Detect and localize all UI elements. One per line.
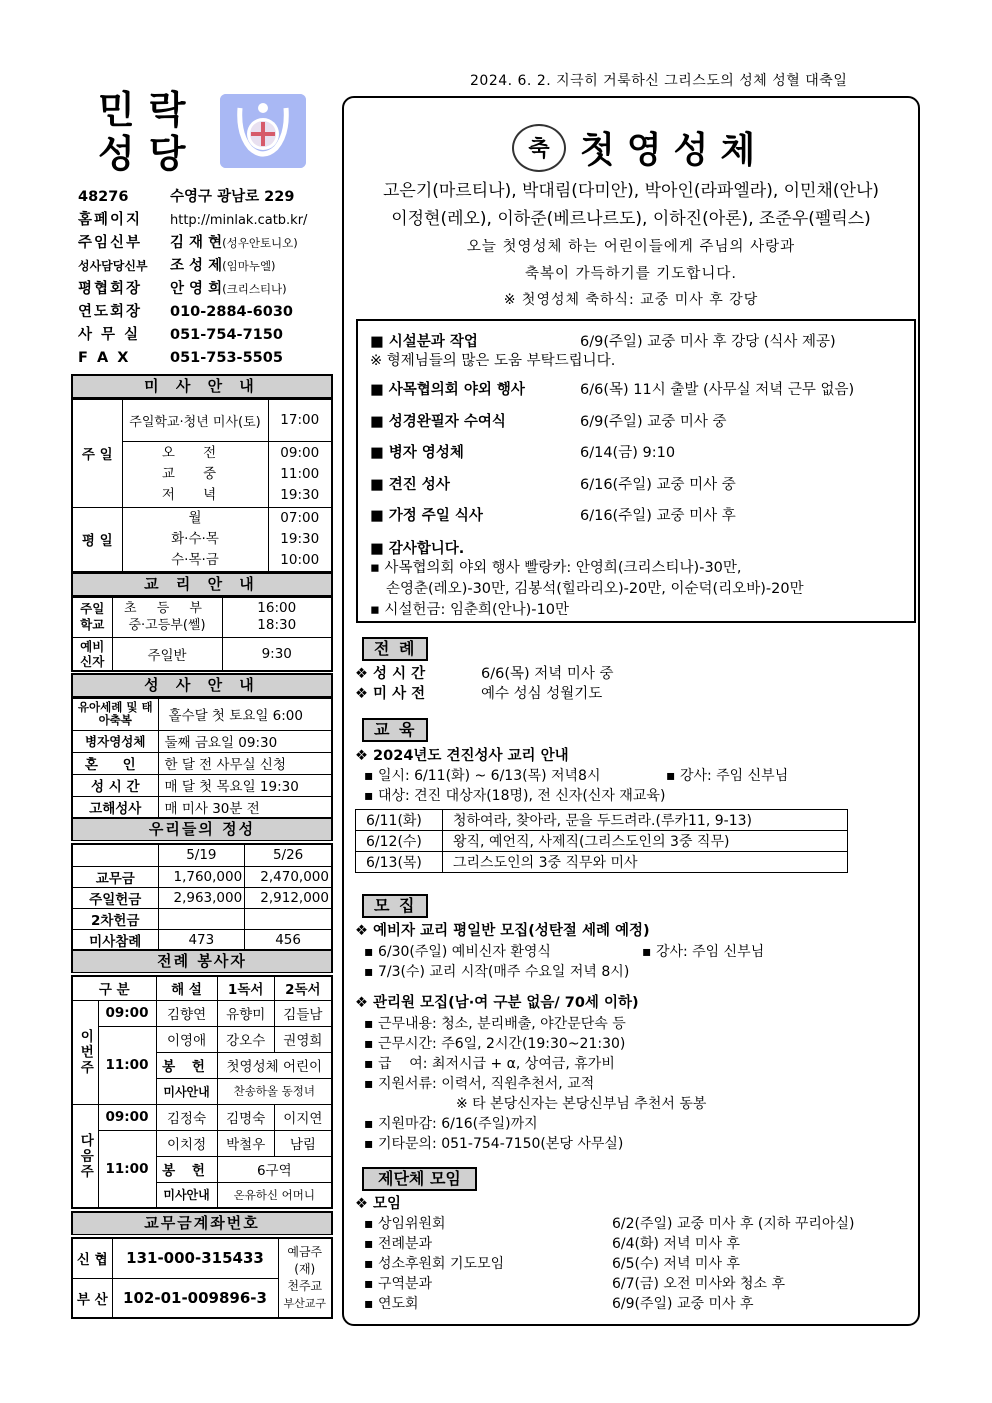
vol-name: 김들남 — [274, 1000, 332, 1026]
vol-name: 남림 — [274, 1130, 332, 1156]
info-key-council: 평협회장 — [78, 281, 143, 297]
account-number[interactable]: 102-01-009896-3 — [112, 1278, 278, 1318]
notice-value: 6/6(목) 11시 출발 (사무실 저녁 근무 없음) — [580, 382, 855, 399]
notice-sub: ※ 형제님들의 많은 도움 부탁드립니다. — [370, 353, 616, 369]
offering-label: 교무금 — [72, 866, 158, 887]
sacrament-value: 매 달 첫 목요일 19:30 — [158, 774, 332, 796]
group-section — [362, 1167, 477, 1191]
address: 수영구 광남로 229 — [170, 189, 295, 205]
group-time: 6/9(주일) 교중 미사 후 — [612, 1296, 754, 1312]
list-item — [364, 1274, 916, 1294]
recruit-section — [362, 894, 428, 918]
notice-heading: ■ 시설분과 작업 — [370, 333, 478, 350]
weekday-label: 평 일 — [72, 507, 122, 572]
liturgy-value: 6/6(목) 저녁 미사 중 — [481, 666, 614, 682]
offering-value: 473 — [158, 929, 245, 951]
list-item — [364, 1254, 916, 1274]
education-target: ▪ 대상: 견진 대상자(18명), 전 신자(신자 재교육) — [364, 788, 666, 804]
notice-box — [356, 319, 916, 623]
notice-heading: ■ 사목협의회 야외 행사 — [370, 382, 525, 399]
recruit-tag: 모 집 — [362, 894, 428, 918]
priest2-name: 조 성 제 — [170, 258, 223, 274]
elementary: 초 등 부 — [124, 601, 210, 617]
council-note: (크리스티나) — [222, 282, 287, 296]
title-text: 첫영성체 — [580, 129, 768, 171]
offering-value: 456 — [245, 929, 332, 951]
info-key-sacrament-priest: 성사담당신부 — [78, 259, 148, 273]
fax-number: 051-753-5505 — [170, 350, 283, 366]
catechism-header: 교 리 안 내 — [71, 572, 333, 596]
notice-heading: ■ 가정 주일 식사 — [370, 508, 483, 525]
notice-value: 6/16(주일) 교중 미사 중 — [580, 476, 736, 493]
volunteer-table — [71, 975, 333, 1209]
offering-value — [245, 908, 332, 929]
bank-name: 신 협 — [72, 1238, 112, 1278]
liturgy-tag: 전 례 — [362, 637, 428, 661]
mass-row: 저 녁 — [161, 486, 229, 503]
vol-guide-label: 미사안내 — [156, 1078, 217, 1104]
edu-date: 6/11(화) — [356, 810, 443, 831]
mass-row: 교 중 — [161, 465, 229, 482]
vol-time: 09:00 — [98, 1000, 156, 1026]
recruit-line: ▪ 7/3(수) 교리 시작(매주 수요일 저녁 8시) — [364, 964, 630, 980]
sacrament-header: 성 사 안 내 — [71, 673, 333, 697]
offering-header: 우리들의 정성 — [71, 817, 333, 841]
mass-row: 주일학교·청년 미사(토) — [122, 399, 268, 441]
staff-note: ※ 타 본당신자는 본당신부님 추천서 동봉 — [456, 1096, 707, 1112]
group-name: ▪ 상임위원회 — [364, 1216, 446, 1232]
holder: 예금주 — [287, 1245, 323, 1259]
offering-label: 미사참례 — [72, 929, 158, 951]
middle-high-time: 18:30 — [257, 617, 297, 634]
holder: 부산교구 — [283, 1297, 326, 1310]
school-label: 주일 — [80, 601, 105, 617]
mass-time: 10:00 — [280, 551, 320, 568]
vol-offertory-label: 봉 헌 — [156, 1156, 217, 1182]
pastor-note: (성우안토니오) — [222, 236, 298, 250]
mass-row: 월 — [188, 509, 202, 526]
education-lecturer: ▪ 강사: 주임 신부님 — [666, 768, 789, 784]
school-label2: 학교 — [80, 617, 105, 633]
offering-col: 5/26 — [245, 844, 332, 866]
liturgy-heading: ❖ 성 시 간 — [355, 666, 426, 682]
staff-line: ▪ 지원서류: 이력서, 직원추천서, 교적 — [364, 1076, 595, 1092]
vol-name: 유향미 — [217, 1000, 274, 1026]
mass-row: 오 전 — [161, 444, 229, 461]
liturgy-heading: ❖ 미 사 전 — [355, 686, 426, 702]
mass-row: 수·목·금 — [171, 551, 219, 568]
group-time: 6/2(주일) 교중 미사 후 (지하 꾸리아실) — [612, 1216, 855, 1232]
yeondo-phone: 010-2884-6030 — [170, 304, 294, 320]
offering-value: 1,760,000 — [158, 866, 245, 887]
list-item — [364, 1214, 916, 1234]
offering-table — [71, 843, 333, 952]
notice-value: 6/9(주일) 교중 미사 후 강당 (식사 제공) — [580, 333, 836, 350]
vol-guide: 찬송하올 동정녀 — [217, 1078, 332, 1104]
holder: 천주교 — [287, 1279, 323, 1293]
group-tag: 제단체 모임 — [362, 1167, 477, 1191]
date-line: 2024. 6. 2. 지극히 거룩하신 그리스도의 성체 성혈 대축일 — [470, 73, 848, 89]
account-header: 교무금계좌번호 — [71, 1211, 333, 1235]
church-logo-icon — [220, 94, 306, 168]
mass-guide — [71, 374, 333, 573]
mass-time: 17:00 — [268, 399, 332, 441]
sacrament-value: 매 미사 30분 전 — [158, 796, 332, 818]
elementary-time: 16:00 — [257, 600, 297, 617]
group-name: ▪ 성소후원회 기도모임 — [364, 1256, 505, 1272]
sacrament-value: 둘째 금요일 09:30 — [158, 730, 332, 752]
education-section — [362, 718, 428, 742]
notice-heading: ■ 성경완필자 수여식 — [370, 413, 506, 430]
catechumen-label2: 신자 — [80, 653, 105, 669]
mass-time: 11:00 — [280, 465, 320, 482]
message-line2: 축복이 가득하기를 기도합니다. — [525, 266, 737, 282]
group-time: 6/5(수) 저녁 미사 후 — [612, 1256, 740, 1272]
vol-guide-label: 미사안내 — [156, 1182, 217, 1208]
sacrament-value: 한 달 전 사무실 신청 — [158, 752, 332, 774]
middle-high: 중·고등부(쎌) — [128, 618, 206, 634]
pastor-name: 김 재 현 — [170, 235, 223, 251]
thanks-line: ▪ 사목협의회 야외 행사 빨랑카: 안영희(크리스티나)-30만, — [370, 559, 742, 576]
staff-line: ▪ 지원마감: 6/16(주일)까지 — [364, 1116, 538, 1132]
sacrament-label: 혼 인 — [72, 752, 158, 774]
account-number[interactable]: 131-000-315433 — [112, 1238, 278, 1278]
message-line1: 오늘 첫영성체 하는 어린이들에게 주님의 사랑과 — [466, 239, 796, 255]
vol-offertory-label: 봉 헌 — [156, 1052, 217, 1078]
liturgy-value: 예수 성심 성월기도 — [481, 686, 603, 702]
vol-name: 권영희 — [274, 1026, 332, 1052]
offering-value: 2,470,000 — [245, 866, 332, 887]
sunday-label: 주 일 — [72, 399, 122, 507]
staff-line: ▪ 근무시간: 주6일, 2시간(19:30~21:30) — [364, 1036, 626, 1052]
info-key-pastor: 주임신부 — [78, 235, 143, 251]
celebration-icon: 축 — [512, 124, 566, 172]
group-name: ▪ 구역분과 — [364, 1276, 433, 1292]
group-name: ▪ 연도회 — [364, 1296, 419, 1312]
vol-name: 김명숙 — [217, 1104, 274, 1130]
vol-col: 구 분 — [72, 976, 156, 1000]
vol-offertory: 첫영성체 어린이 — [217, 1052, 332, 1078]
mass-time: 07:00 — [280, 509, 320, 526]
sunday-class: 주일반 — [112, 637, 222, 671]
volunteer-section — [71, 949, 333, 1209]
education-table — [355, 809, 848, 873]
names-line2: 이정현(레오), 이하준(베르나르도), 이하진(아론), 조준우(펠릭스) — [391, 209, 871, 229]
mass-row: 화·수·목 — [171, 530, 219, 547]
staff-line: ▪ 기타문의: 051-754-7150(본당 사무실) — [364, 1136, 624, 1152]
vol-name: 김향연 — [156, 1000, 217, 1026]
mass-time: 19:30 — [280, 530, 320, 547]
thanks-line: ▪ 시설헌금: 임춘희(안나)-10만 — [370, 601, 569, 618]
council-name: 안 영 희 — [170, 281, 223, 297]
group-time: 6/4(화) 저녁 미사 후 — [612, 1236, 740, 1252]
list-item — [364, 1294, 916, 1314]
info-key-fax: F A X — [78, 350, 131, 366]
vol-name: 강오수 — [217, 1026, 274, 1052]
office-phone: 051-754-7150 — [170, 327, 283, 343]
sacrament-table — [71, 697, 333, 819]
vol-name: 박철우 — [217, 1130, 274, 1156]
sacrament-value: 홀수달 첫 토요일 6:00 — [158, 698, 332, 730]
sacrament-label: 병자영성체 — [72, 730, 158, 752]
edu-topic: 청하여라, 찾아라, 문을 두드려라.(루카11, 9-13) — [443, 810, 848, 831]
sacrament-label: 성 시 간 — [72, 774, 158, 796]
edu-date: 6/12(수) — [356, 831, 443, 852]
group-time: 6/7(금) 오전 미사와 청소 후 — [612, 1276, 785, 1292]
edu-topic: 왕직, 예언직, 사제직(그리스도인의 3중 직무) — [443, 831, 848, 852]
group-heading: ❖ 모임 — [355, 1196, 402, 1212]
staff-heading: ❖ 관리원 모집(남·여 구분 없음/ 70세 이하) — [355, 995, 639, 1011]
recruit-lecturer: ▪ 강사: 주임 신부님 — [642, 944, 765, 960]
vol-name: 이지연 — [274, 1104, 332, 1130]
info-key-office: 사 무 실 — [78, 327, 141, 343]
vol-time: 11:00 — [98, 1130, 156, 1208]
thanks-heading: ■ 감사합니다. — [370, 540, 465, 557]
vol-name: 이치정 — [156, 1130, 217, 1156]
account-table — [71, 1237, 333, 1319]
vol-time: 09:00 — [98, 1104, 156, 1130]
holder: (재) — [294, 1262, 316, 1276]
main-title — [512, 122, 767, 173]
offering-value: 2,963,000 — [158, 887, 245, 908]
mass-table — [71, 398, 333, 573]
sunday-class-time: 9:30 — [222, 637, 332, 671]
church-name-line1: 민락 — [98, 87, 200, 132]
next-week-label: 다음주 — [72, 1104, 98, 1208]
bank-name: 부 산 — [72, 1278, 112, 1318]
offering-label: 주일헌금 — [72, 887, 158, 908]
education-tag: 교 육 — [362, 718, 428, 742]
church-name-line2: 성당 — [98, 131, 200, 176]
staff-line: ▪ 급 여: 최저시급 + α, 상여금, 휴가비 — [364, 1056, 615, 1072]
sacrament-label: 고해성사 — [72, 796, 158, 818]
message-line3: ※ 첫영성체 축하식: 교중 미사 후 강당 — [503, 292, 759, 308]
mass-time: 09:00 — [280, 444, 320, 461]
catechism-table — [71, 596, 333, 672]
notice-heading: ■ 병자 영성체 — [370, 445, 464, 462]
this-week-label: 이번주 — [72, 1000, 98, 1104]
group-name: ▪ 전례분과 — [364, 1236, 433, 1252]
offering-value: 2,912,000 — [245, 887, 332, 908]
liturgy-section — [362, 637, 428, 661]
names-line1: 고은기(마르티나), 박대림(다미안), 박아인(라파엘라), 이민채(안나) — [382, 181, 880, 201]
staff-line: ▪ 근무내용: 청소, 분리배출, 야간문단속 등 — [364, 1016, 626, 1032]
vol-col: 2독서 — [274, 976, 332, 1000]
recruit-heading: ❖ 예비자 교리 평일반 모집(성탄절 세례 예정) — [355, 923, 650, 939]
catechism-guide — [71, 572, 333, 672]
vol-name: 이영애 — [156, 1026, 217, 1052]
edu-date: 6/13(목) — [356, 852, 443, 873]
offering-col: 5/19 — [158, 844, 245, 866]
mass-guide-header: 미 사 안 내 — [71, 374, 333, 398]
vol-time: 11:00 — [98, 1026, 156, 1104]
volunteer-header: 전례 봉사자 — [71, 949, 333, 973]
thanks-line: 손영춘(레오)-30만, 김봉석(힐라리오)-20만, 이순덕(리오바)-20만 — [386, 580, 804, 597]
group-list — [364, 1214, 916, 1314]
vol-name: 김정숙 — [156, 1104, 217, 1130]
vol-col: 해 설 — [156, 976, 217, 1000]
edu-topic: 그리스도인의 3중 직무와 미사 — [443, 852, 848, 873]
vol-guide: 온유하신 어머니 — [217, 1182, 332, 1208]
homepage-link[interactable]: http://minlak.catb.kr/ — [170, 213, 308, 228]
list-item — [364, 1234, 916, 1254]
sacrament-guide — [71, 673, 333, 819]
priest2-note: (임마누엘) — [222, 259, 276, 273]
notice-value: 6/16(주일) 교중 미사 후 — [580, 508, 736, 525]
sacrament-label: 유아세례 및 태아축복 — [72, 698, 158, 730]
notice-heading: ■ 견진 성사 — [370, 476, 450, 493]
vol-col: 1독서 — [217, 976, 274, 1000]
education-date: ▪ 일시: 6/11(화) ~ 6/13(목) 저녁8시 — [364, 768, 601, 784]
offering-label: 2차헌금 — [72, 908, 158, 929]
catechumen-label: 예비 — [80, 638, 105, 654]
offering-section — [71, 817, 333, 952]
church-info — [78, 186, 334, 370]
offering-value — [158, 908, 245, 929]
account-section — [71, 1211, 333, 1319]
recruit-line: ▪ 6/30(주일) 예비신자 환영식 — [364, 944, 551, 960]
notice-value: 6/9(주일) 교중 미사 중 — [580, 413, 727, 430]
postal-code: 48276 — [78, 189, 129, 205]
info-key-yeondo: 연도회장 — [78, 304, 143, 320]
mass-time: 19:30 — [280, 486, 320, 503]
church-name — [98, 88, 199, 176]
notice-value: 6/14(금) 9:10 — [580, 445, 676, 462]
vol-offertory: 6구역 — [217, 1156, 332, 1182]
info-key-homepage: 홈페이지 — [78, 212, 143, 228]
education-heading: ❖ 2024년도 견진성사 교리 안내 — [355, 748, 569, 764]
